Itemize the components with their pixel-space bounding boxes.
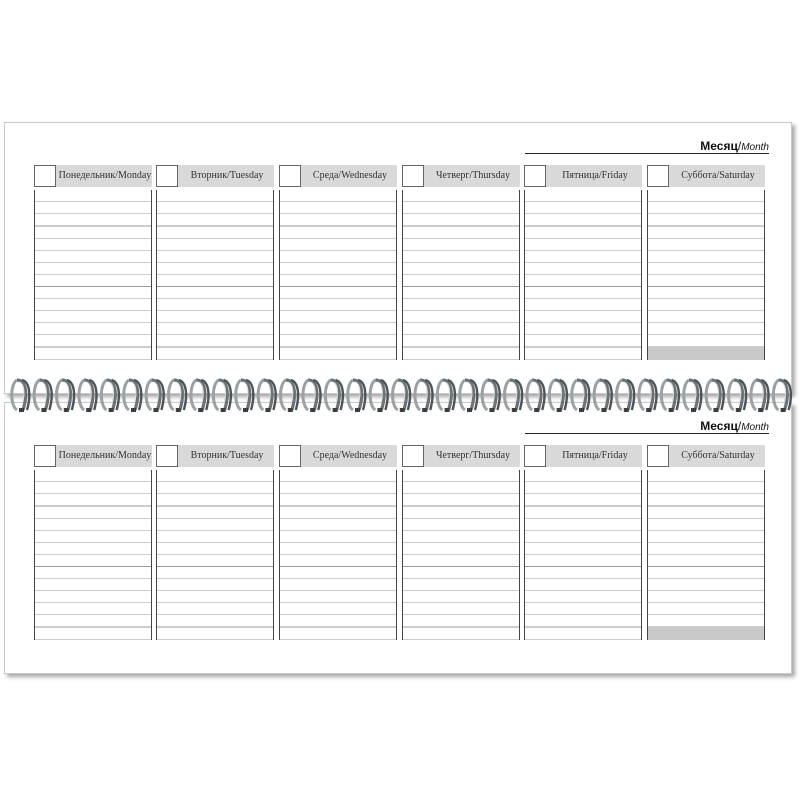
day-notes-area[interactable] (279, 470, 397, 640)
day-notes-area[interactable] (647, 190, 765, 348)
spiral-coil (191, 380, 209, 412)
spiral-coil (460, 380, 478, 412)
day-header (524, 165, 642, 187)
spiral-coil (370, 380, 388, 412)
spiral-coil (773, 380, 791, 412)
day-label: Четверг/Thursday (435, 170, 511, 181)
day-checkbox[interactable] (34, 445, 56, 467)
day-checkbox[interactable] (524, 445, 546, 467)
day-column-friday (524, 445, 642, 640)
day-header (279, 165, 397, 187)
spiral-coil (729, 380, 747, 412)
spiral-coil (549, 380, 567, 412)
day-label: Среда/Wednesday (312, 450, 388, 461)
day-label: Понедельник/Monday (58, 450, 152, 461)
day-column-monday (34, 165, 152, 360)
day-header (156, 445, 274, 467)
spiral-coil (12, 380, 30, 412)
day-checkbox[interactable] (524, 165, 546, 187)
spiral-coil (505, 380, 523, 412)
day-notes-area[interactable] (34, 470, 152, 640)
spiral-coil (527, 380, 545, 412)
spiral-coil (415, 380, 433, 412)
day-notes-area[interactable] (279, 190, 397, 360)
day-checkbox[interactable] (279, 165, 301, 187)
spiral-coil (325, 380, 343, 412)
planner-page-top (4, 122, 792, 394)
day-checkbox[interactable] (34, 165, 56, 187)
spiral-coil (169, 380, 187, 412)
month-title (525, 417, 769, 434)
spiral-coil (213, 380, 231, 412)
month-separator: / (737, 139, 742, 153)
spiral-coil (57, 380, 75, 412)
month-label-ru: Месяц (700, 419, 738, 433)
day-notes-area[interactable] (402, 190, 520, 360)
month-separator: / (737, 419, 742, 433)
day-column-friday (524, 165, 642, 360)
spiral-coil (281, 380, 299, 412)
day-header (402, 445, 520, 467)
day-notes-area[interactable] (524, 190, 642, 360)
day-header (34, 445, 152, 467)
spiral-coil (617, 380, 635, 412)
day-header (524, 445, 642, 467)
spiral-coil (258, 380, 276, 412)
day-header (647, 445, 765, 467)
spiral-coil (393, 380, 411, 412)
day-label: Среда/Wednesday (312, 170, 388, 181)
day-column-saturday (647, 165, 765, 360)
day-label: Понедельник/Monday (58, 170, 152, 181)
day-checkbox[interactable] (402, 165, 424, 187)
day-footer-bar (647, 628, 765, 640)
day-label: Вторник/Tuesday (190, 170, 264, 181)
day-checkbox[interactable] (402, 445, 424, 467)
spiral-coil (684, 380, 702, 412)
day-checkbox[interactable] (647, 445, 669, 467)
day-label: Четверг/Thursday (435, 450, 511, 461)
spiral-coil (101, 380, 119, 412)
day-label: Пятница/Friday (562, 170, 628, 181)
day-column-monday (34, 445, 152, 640)
day-notes-area[interactable] (156, 190, 274, 360)
month-label-ru: Месяц (700, 139, 738, 153)
day-column-thursday (402, 445, 520, 640)
spiral-coil (34, 380, 52, 412)
day-notes-area[interactable] (156, 470, 274, 640)
day-column-tuesday (156, 445, 274, 640)
spiral-coil (146, 380, 164, 412)
day-notes-area[interactable] (647, 470, 765, 628)
day-notes-area[interactable] (402, 470, 520, 640)
spiral-coil (751, 380, 769, 412)
spiral-coil (124, 380, 142, 412)
day-notes-area[interactable] (34, 190, 152, 360)
day-checkbox[interactable] (156, 165, 178, 187)
month-title (525, 137, 769, 154)
spiral-binding (0, 372, 800, 418)
spiral-coil (348, 380, 366, 412)
day-label: Пятница/Friday (562, 450, 628, 461)
day-column-thursday (402, 165, 520, 360)
spiral-coil (236, 380, 254, 412)
spiral-coil (482, 380, 500, 412)
planner-page-bottom (4, 402, 792, 674)
day-checkbox[interactable] (156, 445, 178, 467)
month-label-en: Month (741, 142, 769, 153)
day-header (279, 445, 397, 467)
day-column-wednesday (279, 445, 397, 640)
day-label: Суббота/Saturday (681, 450, 755, 461)
spiral-coil (303, 380, 321, 412)
day-label: Вторник/Tuesday (190, 450, 264, 461)
month-label-en: Month (741, 422, 769, 433)
day-footer-bar (647, 348, 765, 360)
day-column-tuesday (156, 165, 274, 360)
day-notes-area[interactable] (524, 470, 642, 640)
day-checkbox[interactable] (647, 165, 669, 187)
spiral-coil (594, 380, 612, 412)
day-column-saturday (647, 445, 765, 640)
day-header (34, 165, 152, 187)
spiral-coil (639, 380, 657, 412)
spiral-coil (706, 380, 724, 412)
spiral-coil (572, 380, 590, 412)
day-column-wednesday (279, 165, 397, 360)
day-header (647, 165, 765, 187)
day-header (402, 165, 520, 187)
spiral-coil (661, 380, 679, 412)
spiral-coil (79, 380, 97, 412)
spiral-coil (437, 380, 455, 412)
day-header (156, 165, 274, 187)
day-checkbox[interactable] (279, 445, 301, 467)
day-label: Суббота/Saturday (681, 170, 755, 181)
